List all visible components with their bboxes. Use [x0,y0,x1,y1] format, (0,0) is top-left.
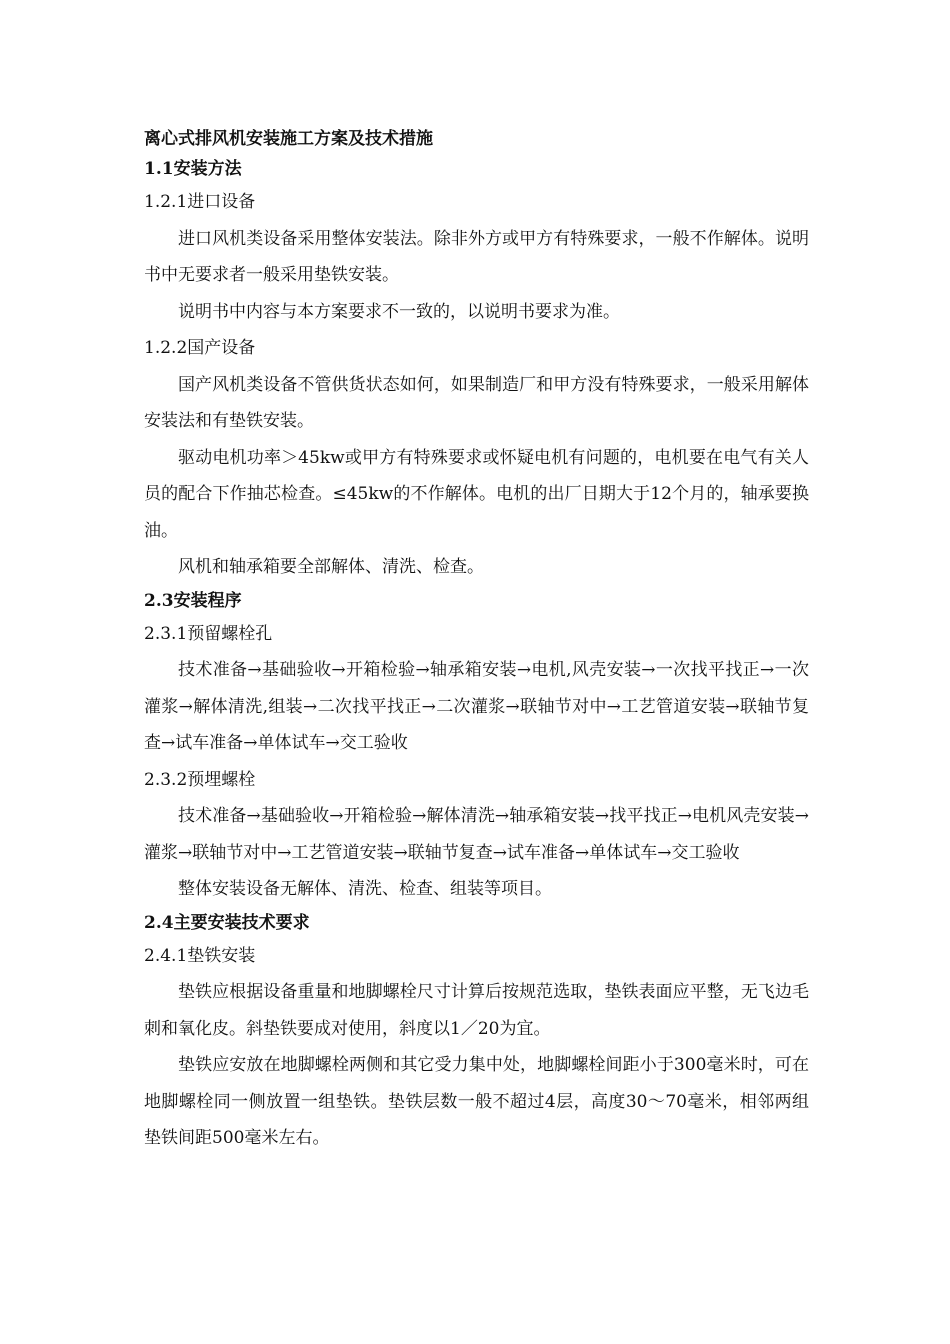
subsection-heading-embedded-bolts: 2.3.2预埋螺栓 [144,769,256,790]
section-heading-install-method: 1.1安装方法 [144,159,242,179]
paragraph: 国产风机类设备不管供货状态如何，如果制造厂和甲方没有特殊要求，一般采用解体安装法和有垫铁安装。 [144,374,809,431]
subsection-heading-shim-installation: 2.4.1垫铁安装 [144,945,256,966]
section-heading-technical-requirements: 2.4主要安装技术要求 [144,912,310,933]
paragraph: 技术准备→基础验收→开箱检验→解体清洗→轴承箱安装→找平找正→电机风壳安装→灌浆→联轴节对中→工艺管道安装→联轴节复查→试车准备→单体试车→交工验收 [144,806,809,863]
paragraph: 进口风机类设备采用整体安装法。除非外方或甲方有特殊要求，一般不作解体。说明书中无要求者一般采用垫铁安装。 [144,228,809,285]
paragraph: 垫铁应安放在地脚螺栓两侧和其它受力集中处，地脚螺栓间距小于300毫米时，可在地脚螺栓同一侧放置一组垫铁。垫铁层数一般不超过4层，高度30～70毫米，相邻两组垫铁间距500毫米左右。 [144,1055,809,1148]
paragraph: 技术准备→基础验收→开箱检验→轴承箱安装→电机,风壳安装→一次找平找正→一次灌浆→解体清洗,组装→二次找平找正→二次灌浆→联轴节对中→工艺管道安装→联轴节复查→试车准备→单体试车→交工验收 [144,660,809,753]
paragraph: 风机和轴承箱要全部解体、清洗、检查。 [178,557,484,577]
subsection-heading-reserved-bolt-holes: 2.3.1预留螺栓孔 [144,623,273,644]
document-page [144,120,809,1157]
subsection-heading-imported-equipment: 1.2.1进口设备 [144,192,256,212]
document-title: 离心式排风机安装施工方案及技术措施 [144,129,433,149]
paragraph: 整体安装设备无解体、清洗、检查、组装等项目。 [178,879,552,899]
section-heading-install-procedure: 2.3安装程序 [144,590,242,611]
subsection-heading-domestic-equipment: 1.2.2国产设备 [144,338,256,358]
paragraph: 说明书中内容与本方案要求不一致的，以说明书要求为准。 [178,301,620,322]
paragraph: 垫铁应根据设备重量和地脚螺栓尺寸计算后按规范选取，垫铁表面应平整，无飞边毛刺和氧化皮。斜垫铁要成对使用，斜度以1／20为宜。 [144,982,809,1039]
paragraph: 驱动电机功率＞45kw或甲方有特殊要求或怀疑电机有问题的，电机要在电气有关人员的配合下作抽芯检查。≤45kw的不作解体。电机的出厂日期大于12个月的，轴承要换油。 [144,447,809,541]
